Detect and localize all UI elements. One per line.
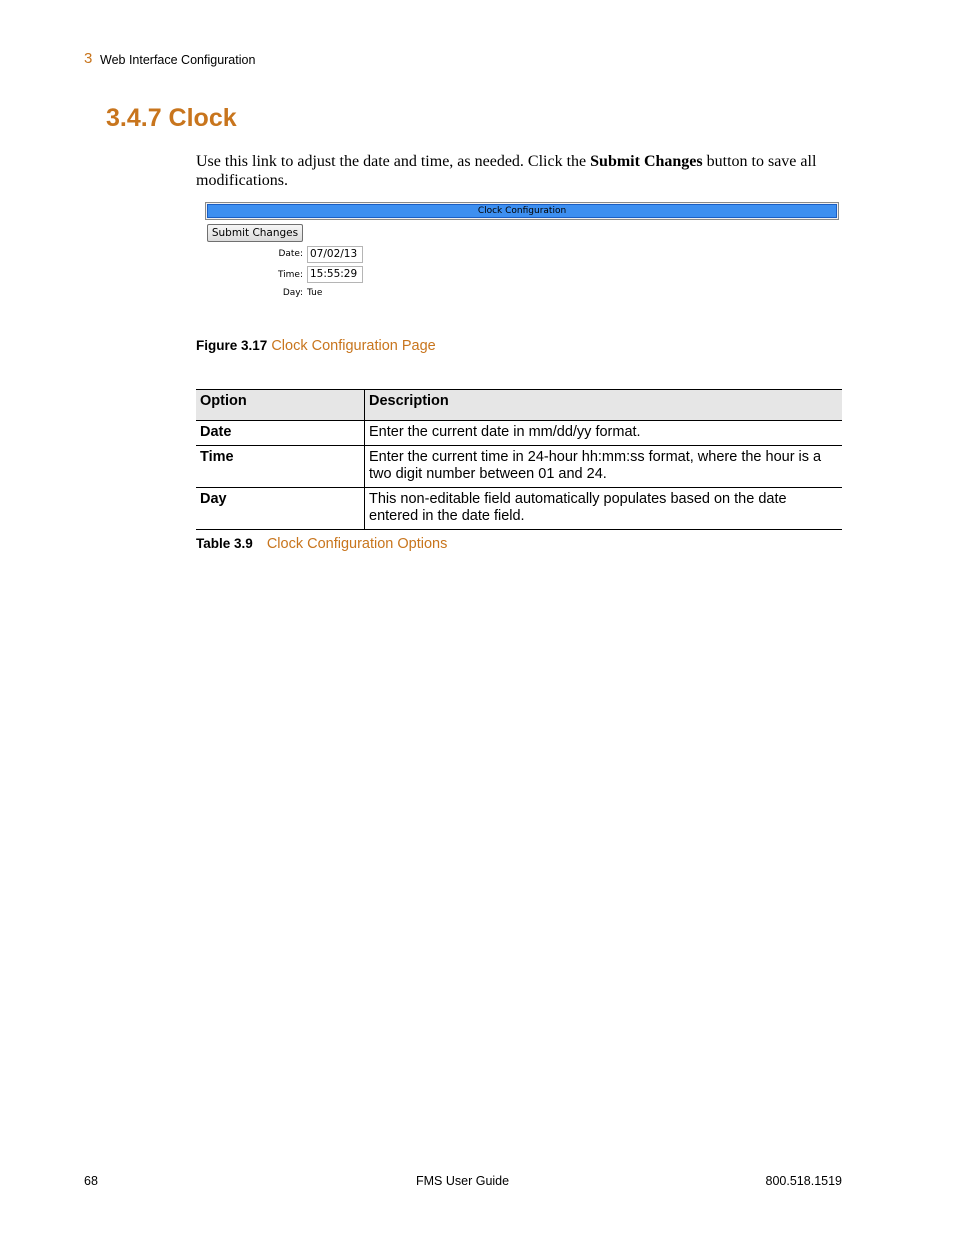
table-caption-number: Table 3.9 [196, 536, 253, 551]
figure-caption [196, 338, 436, 354]
submit-changes-button[interactable]: Submit Changes [207, 224, 303, 242]
table-caption [196, 536, 447, 552]
figure-caption-text: Clock Configuration Page [271, 338, 436, 354]
footer-doc-title: FMS User Guide [416, 1174, 510, 1188]
table-caption-text: Clock Configuration Options [266, 536, 448, 552]
column-header-option: Option [196, 390, 365, 421]
description-cell: Enter the current time in 24-hour hh:mm:ss format, where the hour is a two digit number between 01 and 24. [365, 446, 843, 488]
intro-paragraph [196, 152, 844, 190]
footer-phone: 800.518.1519 [765, 1174, 842, 1188]
clock-config-title-bar [205, 202, 839, 220]
page-number: 68 [84, 1174, 98, 1188]
time-label: Time: [277, 270, 303, 280]
option-cell: Date [196, 421, 365, 446]
description-cell: This non-editable field automatically populates based on the date entered in the date field. [365, 488, 843, 530]
description-cell: Enter the current date in mm/dd/yy format. [365, 421, 843, 446]
section-title: 3.4.7 Clock [106, 104, 237, 132]
date-label: Date: [278, 249, 303, 259]
clock-config-title: Clock Configuration [207, 204, 837, 218]
time-input[interactable]: 15:55:29 [307, 266, 363, 283]
paragraph-text-after: button to save all modifications. [196, 153, 817, 189]
table-row [196, 446, 842, 488]
option-cell: Day [196, 488, 365, 530]
date-input[interactable]: 07/02/13 [307, 246, 363, 263]
chapter-title: Web Interface Configuration [100, 53, 256, 67]
day-label: Day: [282, 288, 303, 298]
day-value: Tue [307, 288, 323, 298]
table-row [196, 488, 842, 530]
option-cell: Time [196, 446, 365, 488]
figure-caption-number: Figure 3.17 [196, 338, 268, 353]
column-header-description: Description [365, 390, 843, 421]
paragraph-text-before: Use this link to adjust the date and time, as needed. Click the [196, 153, 591, 170]
table-row [196, 421, 842, 446]
chapter-number: 3 [84, 50, 93, 67]
clock-options-table [196, 389, 842, 530]
paragraph-bold-text: Submit Changes [590, 153, 703, 170]
table-header-row [196, 390, 842, 421]
